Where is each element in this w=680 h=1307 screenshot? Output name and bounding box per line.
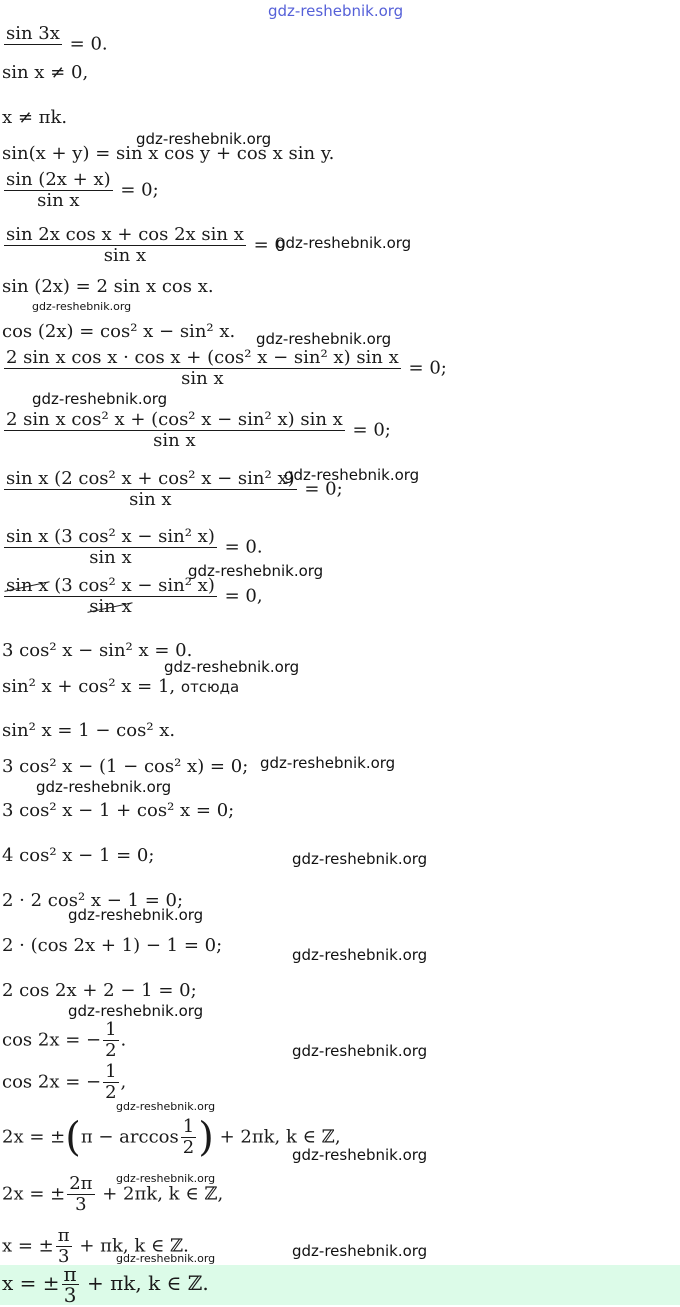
fraction: $\frac{1}{2}$	[182, 1116, 195, 1158]
watermark-top: gdz-reshebnik.org	[268, 2, 404, 20]
eq-line-23: cos 2x = − $\frac{1}{2}$ .	[2, 1019, 127, 1061]
watermark: gdz-reshebnik.org	[276, 234, 412, 252]
fraction: $\frac{\text{2 sin x cos² x + (cos² x − sin² x) sin x}}{\text{sin x}}$	[6, 409, 343, 451]
fraction: $\frac{\pi}{3}$	[57, 1225, 70, 1267]
eq-line-9: $\frac{\text{2 sin x cos x · cos x + (cos² x − sin² x) sin x}}{\text{sin x}}$ = 0;	[6, 347, 447, 389]
fraction: $\frac{2\pi}{3}$	[69, 1173, 93, 1215]
eq-line-7: sin (2x) = 2 sin x cos x.	[2, 276, 214, 297]
eq-line-24: cos 2x = − $\frac{1}{2}$ ,	[2, 1061, 127, 1103]
eq-line-4: sin(x + y) = sin x cos y + cos x sin y.	[2, 143, 335, 164]
eq-line-22: 2 cos 2x + 2 − 1 = 0;	[2, 980, 197, 1001]
fraction: sin 3x	[6, 23, 60, 44]
fraction: $\frac{\pi}{3}$	[63, 1262, 77, 1307]
eq-line-17: 3 cos² x − (1 − cos² x) = 0;	[2, 756, 249, 777]
fraction: $\frac{1}{2}$	[105, 1061, 117, 1103]
eq-line-5: $\frac{\sin (2x + x)}{\text{sin x}}$ = 0;	[6, 169, 159, 211]
watermark: gdz-reshebnik.org	[164, 658, 300, 676]
eq-line-15: sin² x + cos² x = 1, отсюда	[2, 676, 240, 697]
watermark: gdz-reshebnik.org	[292, 1242, 428, 1260]
watermark: gdz-reshebnik.org	[292, 1042, 428, 1060]
watermark: gdz-reshebnik.org	[260, 754, 396, 772]
watermark: gdz-reshebnik.org	[292, 1146, 428, 1164]
fraction: $\frac{1}{2}$	[105, 1019, 117, 1061]
eq-line-final-answer: x = ± $\frac{\pi}{3}$ + πk, k ∈ ℤ.	[2, 1262, 209, 1307]
eq-line-10: $\frac{\text{2 sin x cos² x + (cos² x − sin² x) sin x}}{\text{sin x}}$ = 0;	[6, 409, 391, 451]
watermark: gdz-reshebnik.org	[116, 1172, 216, 1185]
eq-line-16: sin² x = 1 − cos² x.	[2, 720, 176, 741]
fraction: $\frac{\text{2 sin x cos x · cos x + (cos² x − sin² x) sin x}}{\text{sin x}}$	[6, 347, 399, 389]
eq-line-1: sin 3x = 0.	[2, 24, 108, 65]
eq-line-12: $\frac{\text{sin x (3 cos² x − sin² x)}}{\text{sin x}}$ = 0.	[6, 526, 263, 568]
watermark: gdz-reshebnik.org	[292, 946, 428, 964]
fraction: $\frac{\sin (2x + x)}{\text{sin x}}$	[6, 169, 111, 211]
eq-line-11: $\frac{\text{sin x (2 cos² x + cos² x − sin² x)}}{\text{sin x}}$ = 0;	[6, 468, 343, 510]
fraction: $\frac{\text{sin x (3 cos² x − sin² x)}}{\text{sin x}}$	[6, 575, 215, 617]
watermark: gdz-reshebnik.org	[32, 300, 132, 313]
watermark: gdz-reshebnik.org	[136, 130, 272, 148]
eq-line-2: sin x ≠ 0,	[2, 62, 89, 83]
eq-line-18: 3 cos² x − 1 + cos² x = 0;	[2, 800, 235, 821]
eq-line-14: 3 cos² x − sin² x = 0.	[2, 640, 193, 661]
eq-line-26: 2x = ± $\frac{2\pi}{3}$ + 2πk, k ∈ ℤ,	[2, 1173, 224, 1215]
eq-line-25: 2x = ±(π − arccos $\frac{1}{2}$ ) + 2πk, k ∈ ℤ,	[2, 1114, 341, 1161]
watermark: gdz-reshebnik.org	[68, 906, 204, 924]
eq-line-20: 2 · 2 cos² x − 1 = 0;	[2, 890, 184, 911]
watermark: gdz-reshebnik.org	[188, 562, 324, 580]
watermark: gdz-reshebnik.org	[32, 390, 168, 408]
eq-line-19: 4 cos² x − 1 = 0;	[2, 845, 155, 866]
fraction: $\frac{\text{sin x (3 cos² x − sin² x)}}{\text{sin x}}$	[6, 526, 215, 568]
watermark: gdz-reshebnik.org	[116, 1252, 216, 1265]
watermark: gdz-reshebnik.org	[116, 1100, 216, 1113]
fraction: $\frac{\text{sin x (2 cos² x + cos² x − sin² x)}}{\text{sin x}}$	[6, 468, 295, 510]
eq-line-13: $\frac{\text{sin x (3 cos² x − sin² x)}}{\text{sin x}}$ = 0,	[6, 575, 263, 617]
fraction: $\frac{\text{sin 2x cos x + cos 2x sin x}}{\text{sin x}}$	[6, 224, 244, 266]
eq-line-8: cos (2x) = cos² x − sin² x.	[2, 321, 236, 342]
watermark: gdz-reshebnik.org	[68, 1002, 204, 1020]
eq-line-21: 2 · (cos 2x + 1) − 1 = 0;	[2, 935, 223, 956]
eq-line-27: x = ± $\frac{\pi}{3}$ + πk, k ∈ ℤ.	[2, 1225, 189, 1267]
watermark: gdz-reshebnik.org	[36, 778, 172, 796]
watermark: gdz-reshebnik.org	[256, 330, 392, 348]
eq-line-6: $\frac{\text{sin 2x cos x + cos 2x sin x}}{\text{sin x}}$ = 0	[6, 224, 286, 266]
watermark: gdz-reshebnik.org	[284, 466, 420, 484]
eq-line-3: x ≠ πk.	[2, 107, 68, 128]
watermark: gdz-reshebnik.org	[292, 850, 428, 868]
